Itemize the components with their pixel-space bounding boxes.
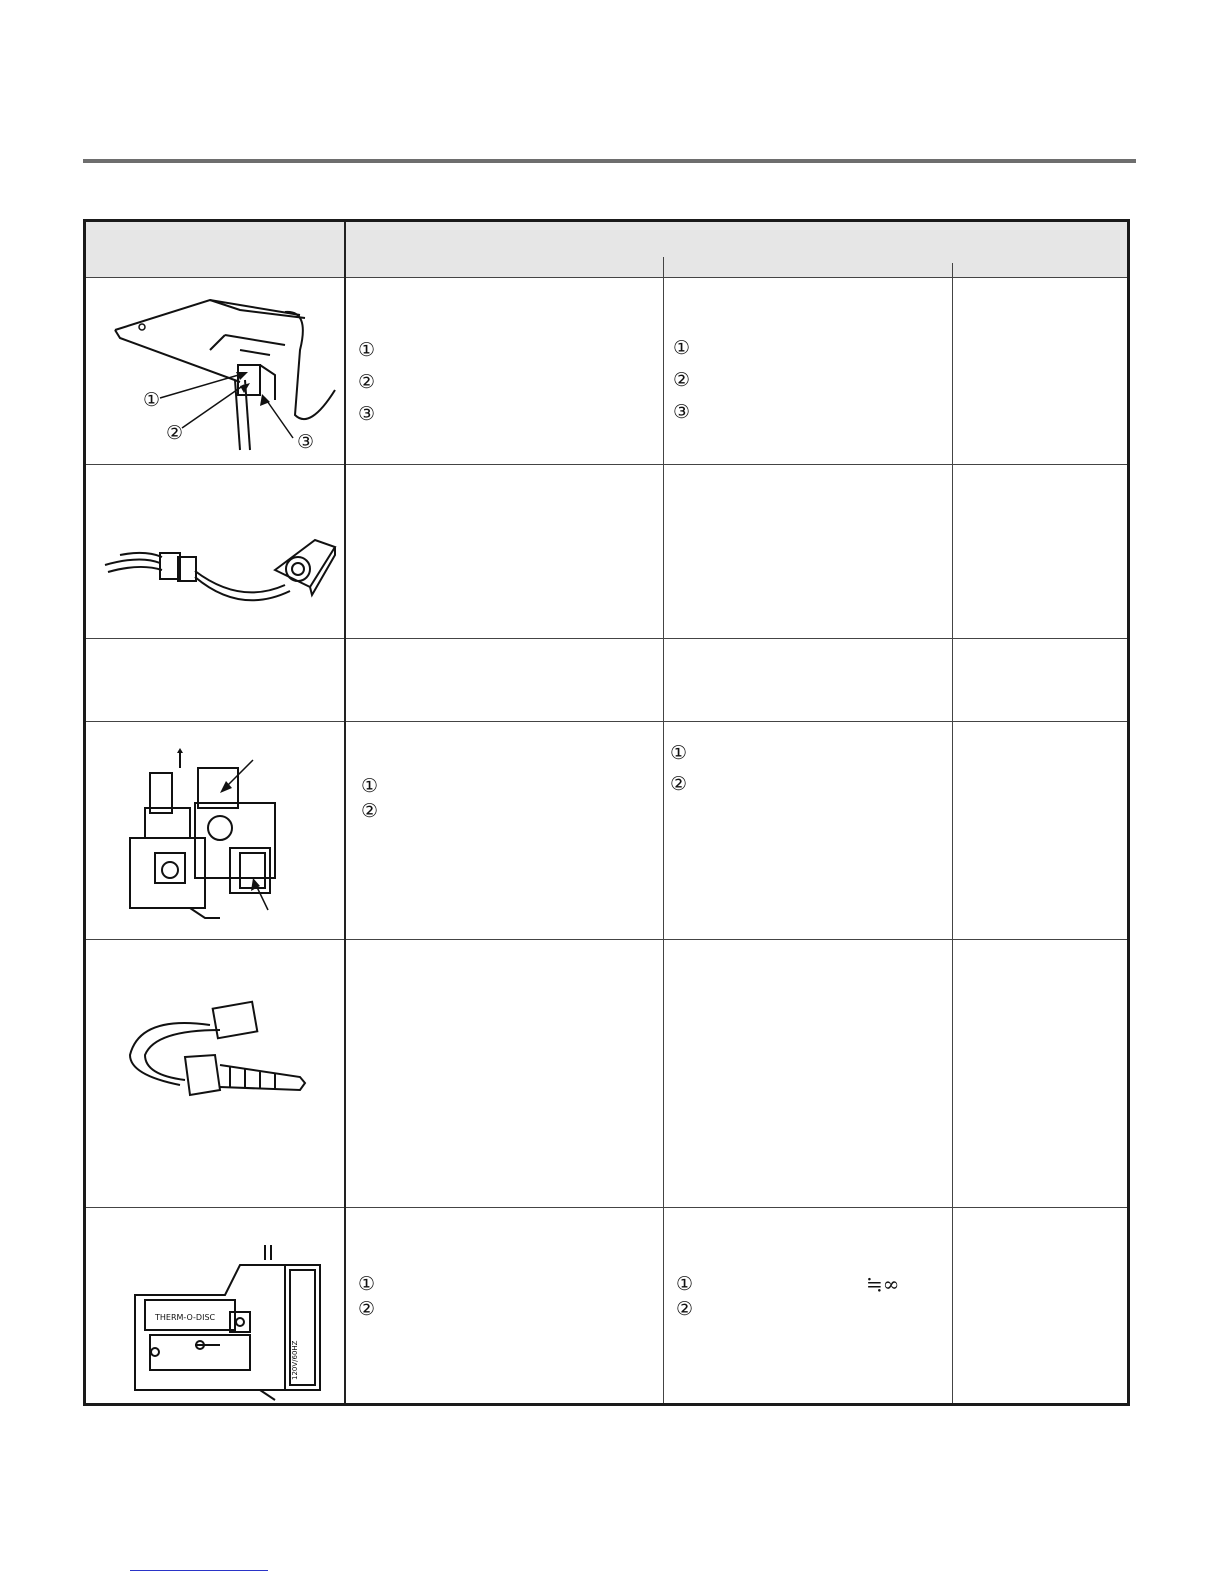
- row1-col3-marker-1: ①: [673, 337, 691, 359]
- row6-figure-label-2: 120V/60HZ: [291, 1340, 299, 1380]
- row4-col2-marker-1: ①: [361, 775, 379, 797]
- row-divider: [86, 721, 1127, 722]
- row1-callout-1: ①: [143, 389, 161, 411]
- row4-col3-marker-2: ②: [670, 773, 688, 795]
- row-divider: [86, 1207, 1127, 1208]
- row4-figure: [120, 748, 340, 928]
- row1-callout-3: ③: [297, 431, 315, 453]
- row6-col3-marker-2: ②: [676, 1298, 694, 1320]
- row1-callout-2: ②: [166, 422, 184, 444]
- row-divider: [86, 277, 1127, 278]
- row1-col3-marker-3: ③: [673, 401, 691, 423]
- row-divider: [86, 939, 1127, 940]
- row2-figure: [100, 515, 340, 615]
- row1-col3-marker-2: ②: [673, 369, 691, 391]
- row4-col2-marker-2: ②: [361, 800, 379, 822]
- row6-col2-marker-1: ①: [358, 1273, 376, 1295]
- row5-figure: [120, 995, 330, 1115]
- row6-figure-label-1: THERM-O-DISC: [155, 1313, 216, 1322]
- row1-col2-marker-3: ③: [358, 403, 376, 425]
- row-divider: [86, 464, 1127, 465]
- top-rule: [83, 159, 1136, 163]
- column-divider: [952, 263, 953, 1403]
- row6-col3-value: ≒∞: [866, 1272, 900, 1296]
- row6-figure: [125, 1240, 335, 1400]
- footer-link-underline[interactable]: [130, 1570, 268, 1571]
- row1-col2-marker-1: ①: [358, 339, 376, 361]
- column-divider: [344, 222, 346, 1403]
- row-divider: [86, 638, 1127, 639]
- column-divider: [663, 257, 664, 1403]
- row6-col2-marker-2: ②: [358, 1298, 376, 1320]
- row6-col3-marker-1: ①: [676, 1273, 694, 1295]
- table-header: [86, 222, 1127, 277]
- row4-col3-marker-1: ①: [670, 742, 688, 764]
- row1-col2-marker-2: ②: [358, 371, 376, 393]
